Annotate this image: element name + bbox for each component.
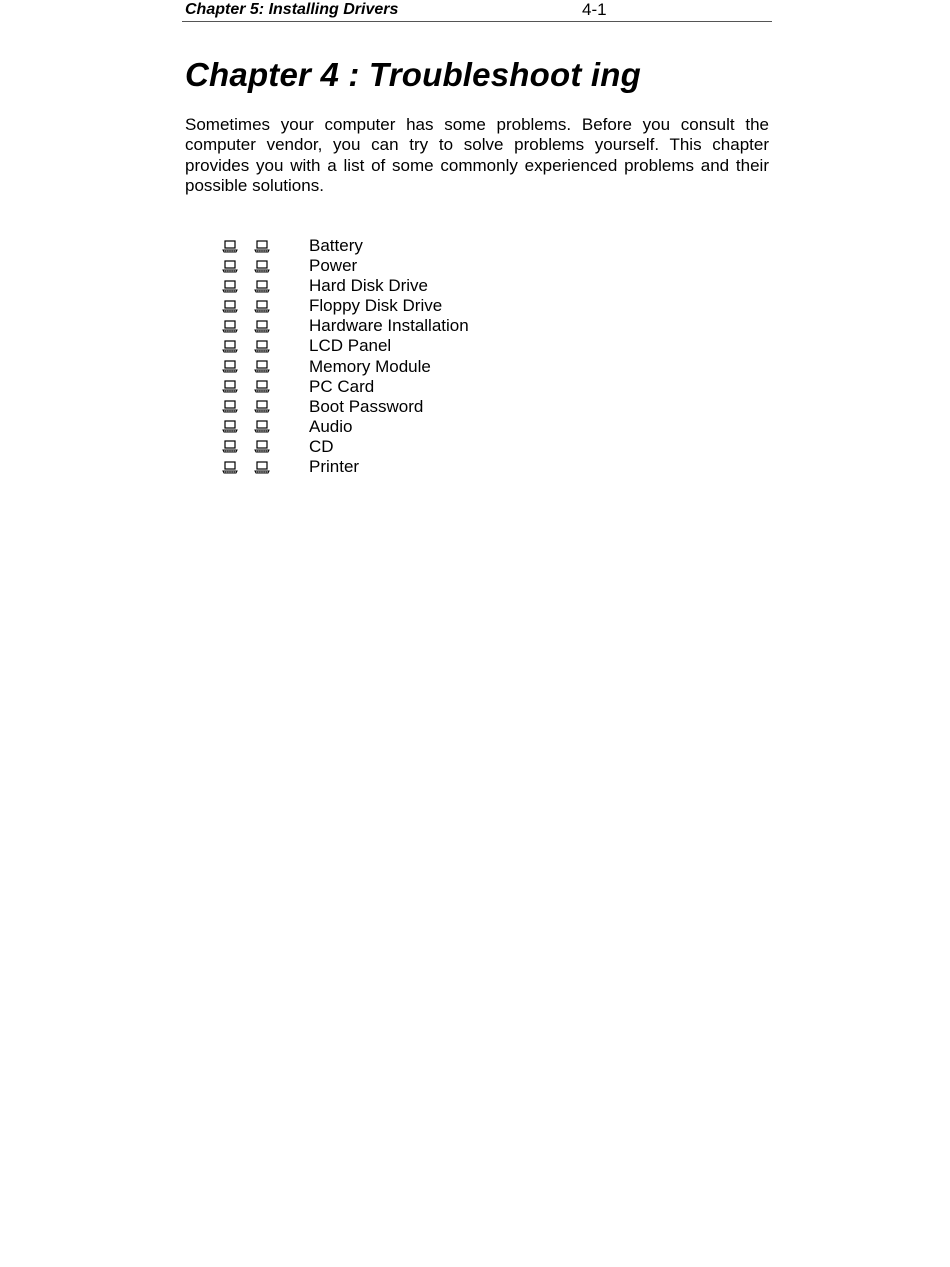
- laptop-icon: [254, 320, 270, 333]
- header-page-number: 4-1: [582, 0, 607, 19]
- list-item: [222, 356, 431, 377]
- laptop-icon: [222, 240, 238, 253]
- topic-label: Hard Disk Drive: [309, 276, 429, 296]
- laptop-icon: [222, 400, 238, 413]
- list-item: [222, 256, 358, 276]
- laptop-icon: [254, 260, 270, 273]
- laptop-icon: [254, 380, 270, 393]
- list-item: [222, 336, 392, 356]
- laptop-icon: [254, 440, 270, 453]
- topic-label: CD: [309, 436, 334, 456]
- list-item: [222, 416, 353, 437]
- topic-label: Battery: [309, 236, 363, 255]
- laptop-icon: [222, 420, 238, 433]
- laptop-icon: [222, 440, 238, 453]
- topic-label: Floppy Disk Drive: [309, 296, 443, 316]
- laptop-icon: [222, 340, 238, 353]
- laptop-icon: [222, 260, 238, 273]
- list-item: [222, 436, 334, 457]
- laptop-icon: [254, 280, 270, 293]
- intro-paragraph: Sometimes your computer has some problems. Before you consult the computer vendor, you can try to solve problems yourself. This chapter provides you with a list of some commonly experienced problems and their possible solutions.: [185, 115, 769, 195]
- list-item: [222, 376, 375, 397]
- topic-label: PC Card: [309, 376, 375, 396]
- laptop-icon: [222, 320, 238, 333]
- laptop-icon: [254, 300, 270, 313]
- laptop-icon: [222, 300, 238, 313]
- list-item: [222, 457, 360, 477]
- laptop-icon: [254, 420, 270, 433]
- laptop-icon: [254, 461, 270, 474]
- laptop-icon: [222, 461, 238, 474]
- list-item: [222, 396, 424, 417]
- laptop-icon: [222, 280, 238, 293]
- topic-label: Power: [309, 256, 358, 276]
- laptop-icon: [254, 400, 270, 413]
- topic-label: Audio: [309, 416, 353, 436]
- topic-list: [222, 236, 469, 477]
- laptop-icon: [254, 240, 270, 253]
- list-item: [222, 316, 469, 336]
- topic-label: LCD Panel: [309, 336, 392, 356]
- header-chapter-title: Chapter 5: Installing Drivers: [185, 1, 399, 18]
- laptop-icon: [254, 340, 270, 353]
- topic-label: Memory Module: [309, 356, 431, 376]
- topic-label: Printer: [309, 457, 360, 477]
- list-item: [222, 276, 429, 296]
- topic-label: Hardware Installation: [309, 316, 469, 336]
- laptop-icon: [222, 360, 238, 373]
- laptop-icon: [222, 380, 238, 393]
- chapter-title: Chapter 4 : Troubleshoot ing: [185, 56, 641, 93]
- list-item: [222, 236, 363, 256]
- laptop-icon: [254, 360, 270, 373]
- topic-label: Boot Password: [309, 396, 424, 416]
- running-header: [182, 0, 772, 22]
- list-item: [222, 296, 443, 316]
